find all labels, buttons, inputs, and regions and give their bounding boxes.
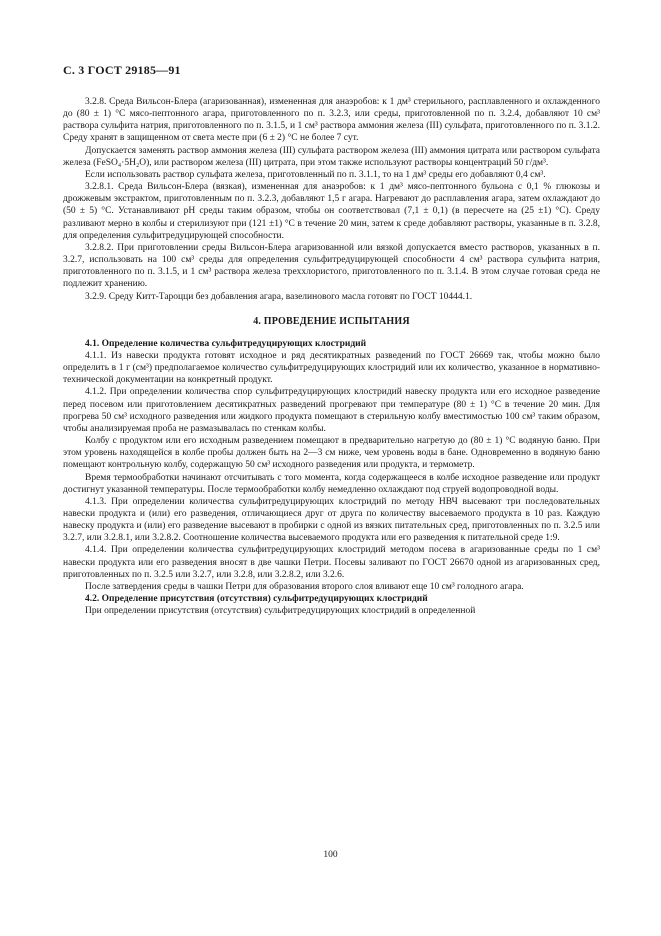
paragraph-3-2-8: 3.2.8. Среда Вильсон-Блера (агаризованная), измененная для анаэробов: к 1 дм³ стерильного, расплавленного и охлажденного до (80 ± 1) °С мясо-пептонного агара, приготовленного по п. 3.2.3, или среды, приготовленной по п. 3.2.4, добавляют 10 см³ раствора сульфита натрия, приготовленного по п. 3.1.5, и 1 см³ раствора аммония железа (III) сульфата, приготовленного по п. 3.1.2. Среду хранят в защищенном от света месте при (6 ± 2) °С не более 7 сут. — [63, 97, 600, 144]
paragraph-4-1-3: 4.1.3. При определении количества сульфитредуцирующих клостридий по методу НВЧ высевают три последовательных навески продукта и (или) его разведения, отличающиеся друг от друга по количеству высеваемого продукта в 10 раз. Каждую навеску продукта и (или) его разведение высевают в пробирки с одной из вязких питательных сред, приготовленных по п. 3.2.5 или 3.2.7, или 3.2.8.1, или 3.2.8.2. Соотношение количества высеваемого продукта или его разведения к питательной среде 1:9. — [63, 496, 600, 544]
paragraph-second-layer: После затвердения среды в чашки Петри для образования второго слоя вливают еще 10 см³ голодного агара. — [85, 581, 524, 592]
paragraph-3-2-8-1: 3.2.8.1. Среда Вильсон-Блера (вязкая), измененная для анаэробов: к 1 дм³ мясо-пептонного бульона с 0,1 % глюкозы и дрожжевым экстрактом, приготовленным по п. 3.2.3, добавляют 1,5 г агара. Нагревают до расплавления агара, затем охлаждают до (50 ± 5) °С. Устанавливают pH среды таким образом, чтобы он соответствовал (7,1 ± 0,1) (в пересчете на (25 ±1) °С). Среду разливают мерно в колбы и стерилизуют при (121 ±1) °С в течение 20 мин, затем к среде добавляют растворы, указанные в п. 3.2.8, для определения сульфитредуцирующей способности. — [63, 182, 600, 241]
paragraph-4-1-4: 4.1.4. При определении количества сульфитредуцирующих клостридий методом посева в агаризованные среды по 1 см³ навески продукта или его разведения вносят в две чашки Петри. Посевы заливают по ГОСТ 26670 одной из агаризованных сред, приготовленных по п. 3.2.5 или 3.2.7, или 3.2.8, или 3.2.8.2, или 3.2.6. — [63, 545, 600, 580]
section-title: 4. ПРОВЕДЕНИЕ ИСПЫТАНИЯ — [253, 315, 410, 327]
page-header: С. 3 ГОСТ 29185—91 — [63, 63, 181, 77]
paragraph-4-2: При определении присутствия (отсутствия) сульфитредуцирующих клостридий в определенной — [85, 606, 476, 617]
paragraph-substitution: Допускается заменять раствор аммония железа (III) сульфата раствором железа (III) аммония цитрата или раствором сульфата железа (FeSO₄·5H₂O), или раствором железа (III) цитрата, при этом также используют растворы концентраций 50 г/дм³. — [63, 145, 600, 168]
paragraph-3-2-8-2: 3.2.8.2. При приготовлении среды Вильсон-Блера агаризованной или вязкой допускается вместо растворов, указанных в п. 3.2.7, использовать на 100 см³ среды для определения сульфитредуцирующей способности 4 см³ раствора сульфита натрия, приготовленного по п. 3.1.5, и 1 см³ раствора железа треххлористого, приготовленного по п. 3.1.4. В этом случае готовая среда не подлежит хранению. — [63, 242, 600, 290]
paragraph-flask: Колбу с продуктом или его исходным разведением помещают в предварительно нагретую до (80 ± 1) °С водяную баню. При этом уровень находящейся в колбе пробы должен быть на 2—3 см ниже, чем уровень воды в бане. Одновременно в водяную баню помещают контрольную колбу, содержащую 50 см³ исходного разведения или продукта, и термометр. — [63, 436, 600, 471]
page-number: 100 — [323, 850, 338, 860]
subsection-title-4-2: 4.2. Определение присутствия (отсутствия) сульфитредуцирующих клостридий — [85, 594, 428, 605]
document-body — [63, 96, 600, 617]
paragraph-heat-time: Время термообработки начинают отсчитывать с того момента, когда содержащееся в колбе исходное разведение или продукт достигнут указанной температуры. После термообработки колбу немедленно охлаждают под струей водопроводной воды. — [63, 472, 600, 495]
paragraph-3-2-9: 3.2.9. Среду Китт-Тароцци без добавления агара, вазелинового масла готовят по ГОСТ 10444.1. — [85, 291, 473, 302]
paragraph-iron-sulfate: Если использовать раствор сульфата железа, приготовленный по п. 3.1.1, то на 1 дм³ среды его добавляют 0,4 см³. — [85, 169, 546, 180]
subsection-title-4-1: 4.1. Определение количества сульфитредуцирующих клостридий — [85, 338, 367, 349]
paragraph-4-1-1: 4.1.1. Из навески продукта готовят исходное и ряд десятикратных разведений по ГОСТ 26669 так, чтобы можно было определить в 1 г (см³) предполагаемое количество сульфитредуцирующих клостридий или их количество, указанное в нормативно-технической документации на конкретный продукт. — [63, 350, 600, 386]
paragraph-4-1-2: 4.1.2. При определении количества спор сульфитредуцирующих клостридий навеску продукта или его исходное разведение перед посевом или приготовлением десятикратных разведений прогревают при температуре (80 ± 1) °С в течение 20 мин. Для прогрева 50 см³ исходного разведения или жидкого продукта помещают в стерильную колбу вместимостью 100 см³ таким образом, чтобы анализируемая проба не размазывалась по стенкам колбы. — [63, 387, 600, 434]
